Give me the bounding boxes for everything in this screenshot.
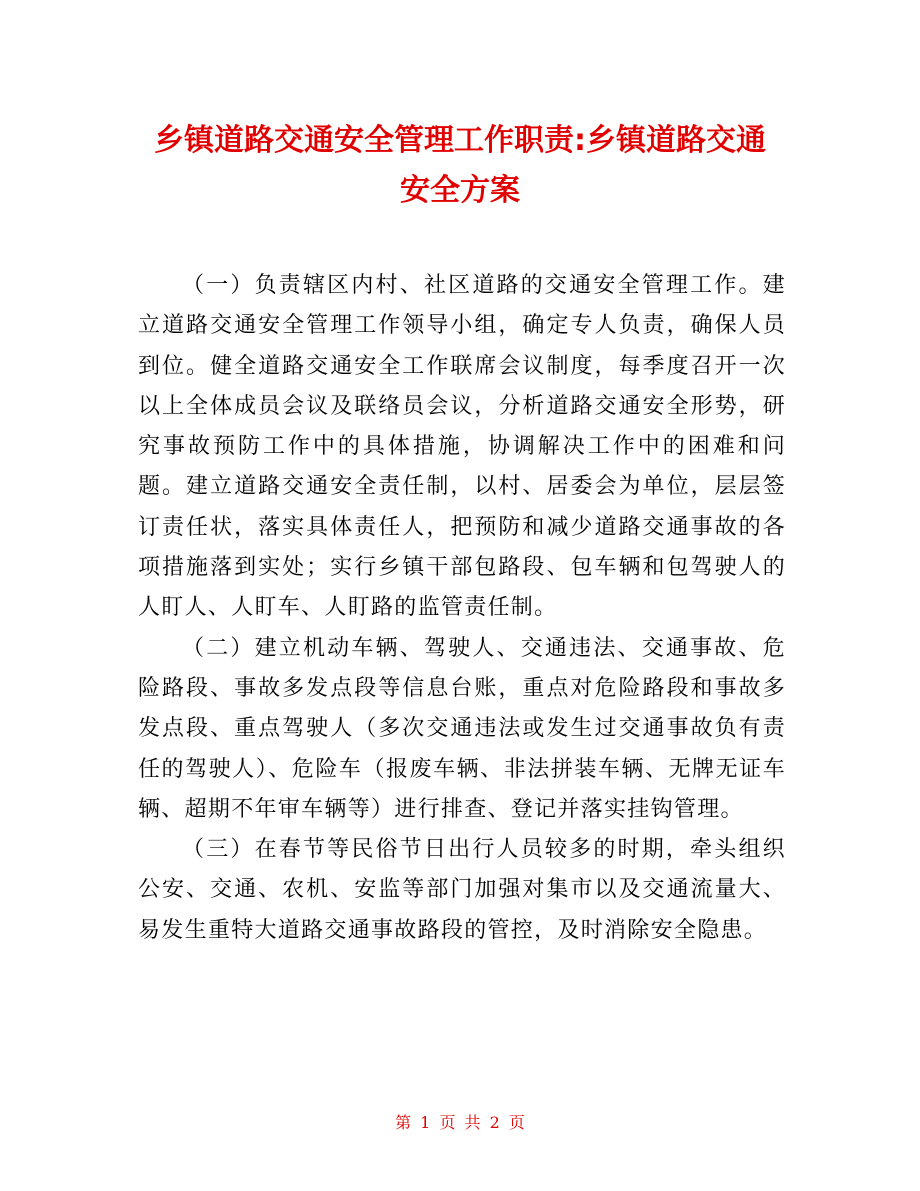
- page-number-footer: 第 1 页 共 2 页: [395, 1113, 525, 1132]
- paragraph-2: （二）建立机动车辆、驾驶人、交通违法、交通事故、危险路段、事故多发点段等信息台账，重点对危险路段和事故多发点段、重点驾驶人（多次交通违法或发生过交通事故负有责任的驾驶人）、危险车（报废车辆、非法拼装车辆、无牌无证车辆、超期不年审车辆等）进行排查、登记并落实挂钩管理。: [138, 635, 786, 822]
- title-line-2: 安全方案: [400, 173, 520, 208]
- paragraph-1: （一）负责辖区内村、社区道路的交通安全管理工作。建立道路交通安全管理工作领导小组，确定专人负责，确保人员到位。健全道路交通安全工作联席会议制度，每季度召开一次以上全体成员会议及联络员会议，分析道路交通安全形势，研究事故预防工作中的具体措施，协调解决工作中的困难和问题。建立道路交通安全责任制，以村、居委会为单位，层层签订责任状，落实具体责任人，把预防和减少道路交通事故的各项措施落到实处；实行乡镇干部包路段、包车辆和包驾驶人的人盯人、人盯车、人盯路的监管责任制。: [138, 273, 786, 621]
- paragraph-3: （三）在春节等民俗节日出行人员较多的时期，牵头组织公安、交通、农机、安监等部门加强对集市以及交通流量大、易发生重特大道路交通事故路段的管控，及时消除安全隐患。: [138, 837, 786, 943]
- title-line-1: 乡镇道路交通安全管理工作职责:乡镇道路交通: [154, 123, 766, 158]
- document-body: [138, 266, 786, 951]
- document-title: [120, 116, 800, 216]
